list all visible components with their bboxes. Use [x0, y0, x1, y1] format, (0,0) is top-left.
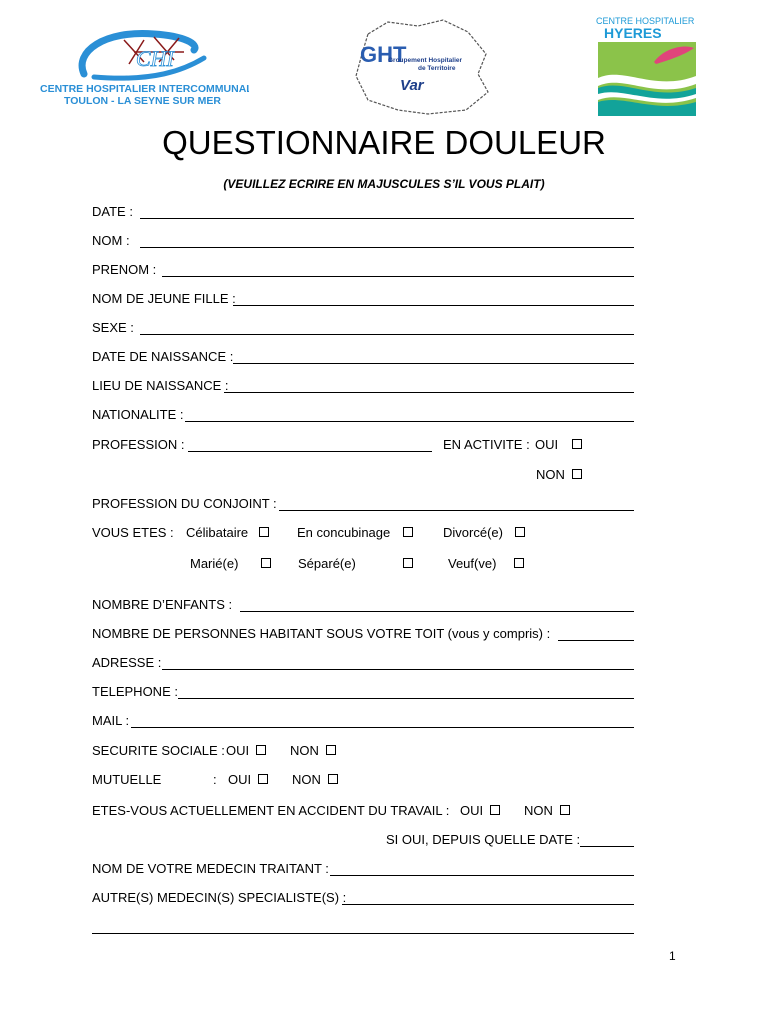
securite-sociale-oui-checkbox[interactable]: [256, 745, 266, 755]
page-subtitle: (VEUILLEZ ECRIRE EN MAJUSCULES S’IL VOUS PLAIT): [223, 177, 545, 191]
concubinage-checkbox[interactable]: [403, 527, 413, 537]
mail-label: MAIL :: [92, 713, 130, 728]
celibataire-checkbox[interactable]: [259, 527, 269, 537]
logo-ch-hyeres: [594, 14, 706, 118]
nom-jeune-fille-label: NOM DE JEUNE FILLE :: [92, 291, 236, 306]
nombre-personnes-field[interactable]: [558, 640, 634, 641]
logo-chi-toulon: [34, 22, 249, 110]
logo-hyeres-line1: CENTRE HOSPITALIER: [596, 16, 695, 26]
en-activite-label: EN ACTIVITE :: [443, 437, 530, 452]
nationalite-label: NATIONALITE :: [92, 407, 184, 422]
securite-sociale-non-label: NON: [290, 743, 319, 758]
nom-field[interactable]: [140, 247, 634, 248]
date-field[interactable]: [140, 218, 634, 219]
accident-travail-non-checkbox[interactable]: [560, 805, 570, 815]
si-oui-date-label: SI OUI, DEPUIS QUELLE DATE :: [386, 832, 581, 847]
profession-field[interactable]: [188, 451, 432, 452]
accident-travail-oui-label: OUI: [460, 803, 484, 818]
medecins-specialistes-label: AUTRE(S) MEDECIN(S) SPECIALISTE(S) :: [92, 890, 347, 905]
lieu-naissance-field[interactable]: [224, 392, 634, 393]
telephone-field[interactable]: [178, 698, 634, 699]
adresse-label: ADRESSE :: [92, 655, 162, 670]
medecin-traitant-label: NOM DE VOTRE MEDECIN TRAITANT :: [92, 861, 329, 876]
nationalite-field[interactable]: [185, 421, 634, 422]
logo-hyeres-line2: HYERES: [604, 25, 662, 41]
profession-conjoint-label: PROFESSION DU CONJOINT :: [92, 496, 277, 511]
en-activite-oui-checkbox[interactable]: [572, 439, 582, 449]
date-naissance-label: DATE DE NAISSANCE :: [92, 349, 234, 364]
mutuelle-non-label: NON: [292, 772, 321, 787]
logo-ght-var: [348, 14, 494, 120]
accident-travail-label: ETES-VOUS ACTUELLEMENT EN ACCIDENT DU TRAVAIL :: [92, 803, 450, 818]
mutuelle-label: MUTUELLE: [92, 772, 162, 787]
mutuelle-non-checkbox[interactable]: [328, 774, 338, 784]
marie-checkbox[interactable]: [261, 558, 271, 568]
lieu-naissance-label: LIEU DE NAISSANCE :: [92, 378, 229, 393]
si-oui-date-field[interactable]: [580, 846, 634, 847]
accident-travail-oui-checkbox[interactable]: [490, 805, 500, 815]
sexe-field[interactable]: [140, 334, 634, 335]
adresse-field[interactable]: [162, 669, 634, 670]
vous-etes-label: VOUS ETES :: [92, 525, 174, 540]
separe-checkbox[interactable]: [403, 558, 413, 568]
prenom-field[interactable]: [162, 276, 634, 277]
logo-chi-mark: CHI: [136, 46, 174, 71]
en-activite-non-checkbox[interactable]: [572, 469, 582, 479]
profession-label: PROFESSION :: [92, 437, 185, 452]
veuf-label: Veuf(ve): [448, 556, 497, 571]
celibataire-label: Célibataire: [186, 525, 249, 540]
mail-field[interactable]: [131, 727, 634, 728]
medecin-traitant-field[interactable]: [330, 875, 634, 876]
securite-sociale-oui-label: OUI: [226, 743, 250, 758]
mutuelle-oui-label: OUI: [228, 772, 252, 787]
logo-chi-line2: TOULON - LA SEYNE SUR MER: [64, 95, 221, 107]
nom-jeune-fille-field[interactable]: [233, 305, 634, 306]
logo-ght-mark: GHT: [360, 42, 407, 67]
en-activite-oui-label: OUI: [535, 437, 559, 452]
profession-conjoint-field[interactable]: [279, 510, 634, 511]
securite-sociale-label: SECURITE SOCIALE :: [92, 743, 225, 758]
separe-label: Séparé(e): [298, 556, 356, 571]
logo-ght-line2: de Territoire: [418, 65, 456, 72]
logo-chi-line1: CENTRE HOSPITALIER INTERCOMMUNAL: [40, 83, 249, 95]
sexe-label: SEXE :: [92, 320, 134, 335]
nom-label: NOM :: [92, 233, 130, 248]
telephone-label: TELEPHONE :: [92, 684, 178, 699]
page-number: 1: [669, 949, 676, 963]
date-label: DATE :: [92, 204, 133, 219]
mutuelle-colon: :: [213, 772, 217, 787]
divorce-checkbox[interactable]: [515, 527, 525, 537]
concubinage-label: En concubinage: [297, 525, 391, 540]
logo-ght-word: Var: [400, 77, 424, 94]
en-activite-non-label: NON: [536, 467, 565, 482]
date-naissance-field[interactable]: [233, 363, 634, 364]
extra-specialistes-field[interactable]: [92, 933, 634, 934]
marie-label: Marié(e): [190, 556, 239, 571]
medecins-specialistes-field[interactable]: [342, 904, 634, 905]
nombre-enfants-label: NOMBRE D’ENFANTS :: [92, 597, 233, 612]
page-title: QUESTIONNAIRE DOULEUR: [162, 124, 606, 161]
divorce-label: Divorcé(e): [443, 525, 503, 540]
securite-sociale-non-checkbox[interactable]: [326, 745, 336, 755]
nombre-personnes-label: NOMBRE DE PERSONNES HABITANT SOUS VOTRE TOIT (vous y compris) :: [92, 626, 551, 641]
accident-travail-non-label: NON: [524, 803, 553, 818]
prenom-label: PRENOM :: [92, 262, 157, 277]
veuf-checkbox[interactable]: [514, 558, 524, 568]
mutuelle-oui-checkbox[interactable]: [258, 774, 268, 784]
logo-ght-line1: Groupement Hospitalier: [388, 57, 463, 64]
nombre-enfants-field[interactable]: [240, 611, 634, 612]
